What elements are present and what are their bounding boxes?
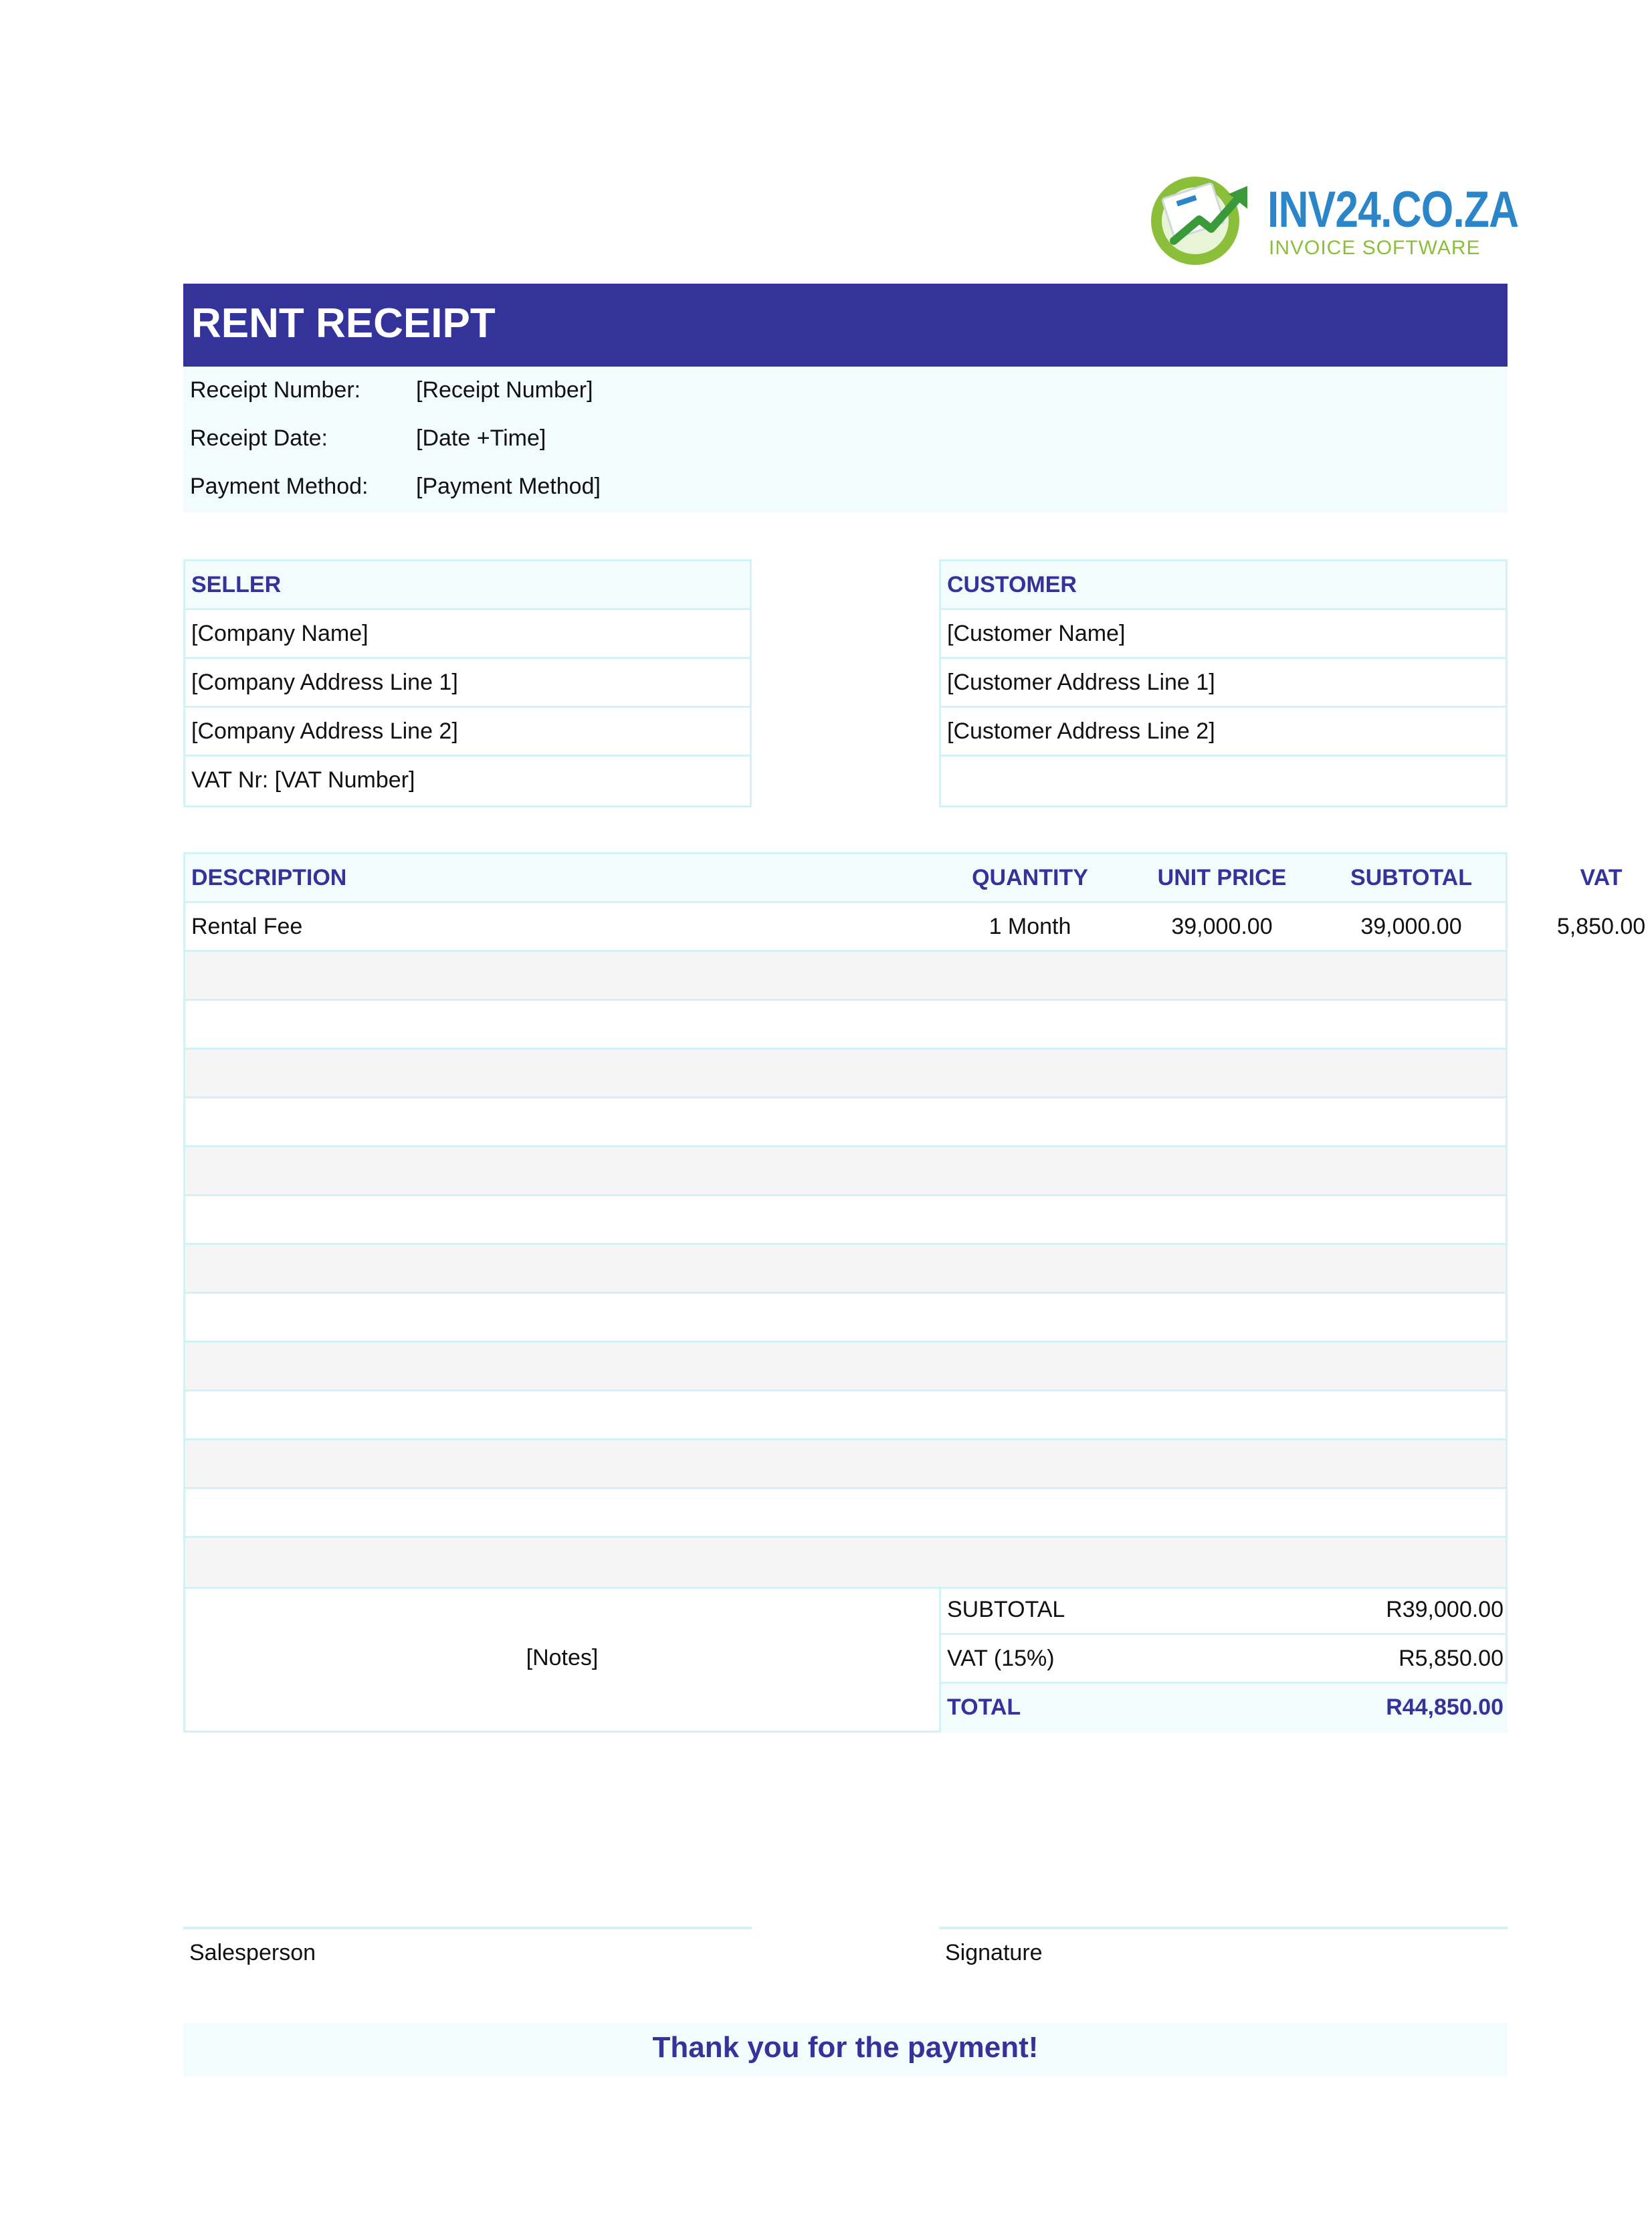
item-vat: 5,850.00 bbox=[1556, 914, 1646, 939]
items-table bbox=[183, 852, 1646, 1589]
thank-you-message: Thank you for the payment! bbox=[652, 2031, 1039, 2064]
table-row bbox=[185, 1343, 1506, 1391]
table-row bbox=[185, 1294, 1506, 1343]
col-quantity-header: QUANTITY bbox=[972, 865, 1088, 890]
seller-address-2: [Company Address Line 2] bbox=[191, 718, 458, 744]
receipt-number-label: Receipt Number: bbox=[190, 377, 361, 403]
receipt-date-row bbox=[183, 415, 1508, 463]
seller-line bbox=[185, 708, 750, 757]
customer-line bbox=[941, 708, 1506, 757]
salesperson-signature-line bbox=[183, 1927, 752, 1929]
col-unit-price-header: UNIT PRICE bbox=[1157, 865, 1287, 890]
customer-heading-row bbox=[941, 561, 1506, 610]
table-row bbox=[185, 1391, 1506, 1440]
items-header-row bbox=[185, 854, 1623, 903]
subtotal-label: SUBTOTAL bbox=[947, 1597, 1065, 1622]
seller-company-name: [Company Name] bbox=[191, 621, 369, 646]
table-row bbox=[185, 1098, 1506, 1147]
title-banner bbox=[183, 284, 1508, 367]
item-unit-price: 39,000.00 bbox=[1171, 914, 1273, 939]
total-value: R44,850.00 bbox=[1386, 1694, 1504, 1720]
customer-name: [Customer Name] bbox=[947, 621, 1126, 646]
receipt-date-value: [Date +Time] bbox=[416, 425, 546, 451]
table-row bbox=[185, 1538, 1506, 1587]
table-row bbox=[185, 1489, 1506, 1538]
vat-value: R5,850.00 bbox=[1399, 1646, 1504, 1671]
notes-box bbox=[185, 1586, 941, 1731]
customer-address-1: [Customer Address Line 1] bbox=[947, 670, 1215, 695]
table-row bbox=[185, 1196, 1506, 1245]
table-row bbox=[185, 903, 1646, 952]
payment-method-value: [Payment Method] bbox=[416, 474, 601, 499]
notes-text: [Notes] bbox=[526, 1645, 599, 1670]
company-logo bbox=[1147, 167, 1519, 268]
table-row bbox=[185, 1001, 1506, 1050]
seller-box bbox=[183, 559, 752, 807]
table-row bbox=[185, 1050, 1506, 1098]
table-row bbox=[185, 1147, 1506, 1196]
receipt-meta bbox=[183, 367, 1508, 512]
logo-icon bbox=[1147, 167, 1261, 268]
subtotal-row bbox=[941, 1586, 1508, 1635]
seller-line bbox=[185, 757, 750, 805]
subtotal-value: R39,000.00 bbox=[1386, 1597, 1504, 1622]
receipt-number-row bbox=[183, 367, 1508, 415]
table-row bbox=[185, 952, 1506, 1001]
col-description-header: DESCRIPTION bbox=[191, 865, 347, 890]
totals-section bbox=[183, 1586, 1508, 1733]
page-title: RENT RECEIPT bbox=[191, 300, 496, 347]
seller-heading-row bbox=[185, 561, 750, 610]
item-quantity: 1 Month bbox=[989, 914, 1071, 939]
signature-label: Signature bbox=[945, 1940, 1043, 1965]
vat-label: VAT (15%) bbox=[947, 1646, 1055, 1671]
customer-box bbox=[939, 559, 1508, 807]
customer-signature-line bbox=[939, 1927, 1508, 1929]
logo-wordmark: INV24.CO.ZA bbox=[1267, 181, 1519, 238]
total-label: TOTAL bbox=[947, 1694, 1021, 1720]
receipt-date-label: Receipt Date: bbox=[190, 425, 328, 451]
logo-tagline: INVOICE SOFTWARE bbox=[1269, 237, 1481, 259]
seller-heading: SELLER bbox=[191, 572, 282, 597]
customer-line bbox=[941, 757, 1506, 805]
customer-line bbox=[941, 610, 1506, 659]
customer-address-2: [Customer Address Line 2] bbox=[947, 718, 1215, 744]
item-description: Rental Fee bbox=[191, 914, 303, 939]
payment-method-row bbox=[183, 463, 1508, 511]
col-vat-header: VAT bbox=[1580, 865, 1623, 890]
vat-row bbox=[941, 1635, 1508, 1684]
salesperson-label: Salesperson bbox=[189, 1940, 316, 1965]
seller-line bbox=[185, 659, 750, 708]
receipt-number-value: [Receipt Number] bbox=[416, 377, 593, 403]
seller-line bbox=[185, 610, 750, 659]
total-row bbox=[941, 1684, 1508, 1733]
seller-vat-number: VAT Nr: [VAT Number] bbox=[191, 767, 415, 793]
customer-line bbox=[941, 659, 1506, 708]
col-subtotal-header: SUBTOTAL bbox=[1350, 865, 1472, 890]
table-row bbox=[185, 1245, 1506, 1294]
seller-address-1: [Company Address Line 1] bbox=[191, 670, 458, 695]
item-subtotal: 39,000.00 bbox=[1360, 914, 1462, 939]
customer-heading: CUSTOMER bbox=[947, 572, 1077, 597]
thank-you-banner bbox=[183, 2023, 1508, 2076]
payment-method-label: Payment Method: bbox=[190, 474, 369, 499]
table-row bbox=[185, 1440, 1506, 1489]
